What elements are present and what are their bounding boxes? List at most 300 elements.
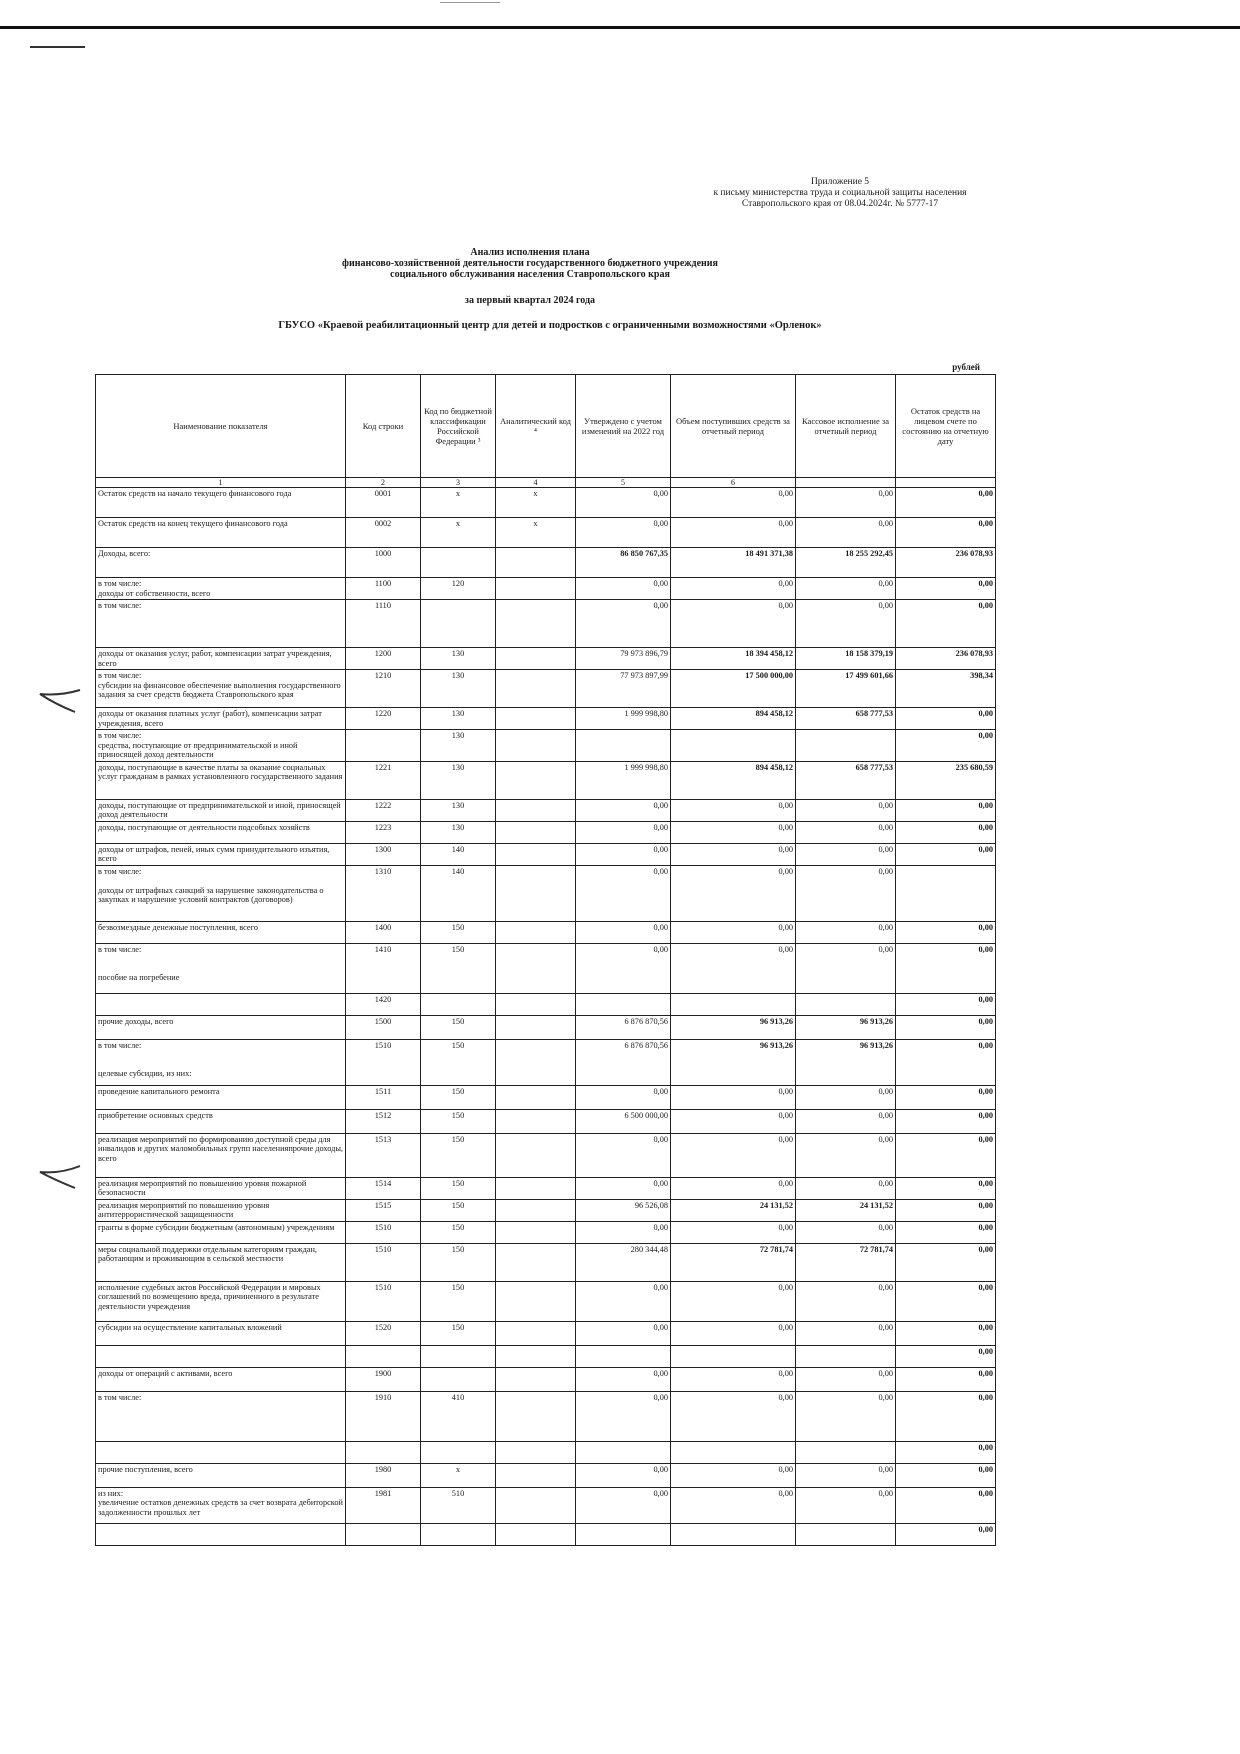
value-received: 0,00 — [671, 600, 796, 648]
row-name: доходы от операций с активами, всего — [96, 1367, 346, 1391]
value-approved — [576, 993, 671, 1015]
table-row — [96, 1015, 996, 1039]
value-approved: 0,00 — [576, 1487, 671, 1523]
document-title — [250, 247, 810, 280]
row-kbk-code: 150 — [421, 1015, 496, 1039]
value-received: 0,00 — [671, 1109, 796, 1133]
value-balance: 398,34 — [896, 670, 996, 708]
value-received: 0,00 — [671, 1487, 796, 1523]
value-executed: 0,00 — [796, 799, 896, 821]
row-analytic-code — [496, 1221, 576, 1243]
table-row — [96, 761, 996, 799]
value-received: 96 913,26 — [671, 1015, 796, 1039]
value-approved: 0,00 — [576, 600, 671, 648]
row-kbk-code: 130 — [421, 708, 496, 730]
row-kbk-code: 140 — [421, 865, 496, 921]
row-kbk-code: 150 — [421, 921, 496, 943]
value-approved: 0,00 — [576, 1321, 671, 1345]
row-name: приобретение основных средств — [96, 1109, 346, 1133]
value-balance: 0,00 — [896, 1441, 996, 1463]
value-executed: 0,00 — [796, 488, 896, 518]
value-approved: 1 999 998,80 — [576, 708, 671, 730]
value-executed: 0,00 — [796, 1367, 896, 1391]
value-executed: 0,00 — [796, 1391, 896, 1441]
value-received: 17 500 000,00 — [671, 670, 796, 708]
row-kbk-code: 150 — [421, 1243, 496, 1281]
table-row — [96, 865, 996, 921]
row-name — [96, 1441, 346, 1463]
value-balance: 0,00 — [896, 730, 996, 762]
row-analytic-code — [496, 821, 576, 843]
row-name: в том числе: средства, поступающие от предпринимательской и иной приносящей доход деятельности — [96, 730, 346, 762]
value-executed: 0,00 — [796, 518, 896, 548]
row-code — [346, 1345, 421, 1367]
value-received: 18 491 371,38 — [671, 548, 796, 578]
row-name: реализация мероприятий по повышению уровня антитеррористической защищенности — [96, 1199, 346, 1221]
row-kbk-code — [421, 1523, 496, 1545]
row-analytic-code — [496, 1177, 576, 1199]
value-executed: 0,00 — [796, 1281, 896, 1321]
row-code: 1100 — [346, 578, 421, 600]
column-number — [796, 478, 896, 488]
value-balance: 0,00 — [896, 1243, 996, 1281]
row-name: реализация мероприятий по формированию доступной среды для инвалидов и других маломобильных групп населенияпрочие доходы, всего — [96, 1133, 346, 1177]
value-approved: 0,00 — [576, 1221, 671, 1243]
row-kbk-code: x — [421, 1463, 496, 1487]
row-kbk-code: 150 — [421, 1199, 496, 1221]
value-balance: 0,00 — [896, 578, 996, 600]
row-code: 1511 — [346, 1085, 421, 1109]
value-approved: 0,00 — [576, 1085, 671, 1109]
column-header: Код по бюджетной классификации Российской Федерации ³ — [421, 375, 496, 478]
row-kbk-code: 150 — [421, 1281, 496, 1321]
row-name: в том числе: целевые субсидии, из них: — [96, 1039, 346, 1085]
row-code: 1200 — [346, 648, 421, 670]
value-approved — [576, 1345, 671, 1367]
value-balance: 0,00 — [896, 821, 996, 843]
value-executed: 0,00 — [796, 821, 896, 843]
row-name — [96, 1523, 346, 1545]
row-analytic-code — [496, 1109, 576, 1133]
row-code — [346, 1441, 421, 1463]
row-code: 1510 — [346, 1221, 421, 1243]
value-balance: 0,00 — [896, 943, 996, 993]
title-line: Анализ исполнения плана — [470, 247, 590, 258]
value-balance: 0,00 — [896, 1321, 996, 1345]
row-analytic-code — [496, 708, 576, 730]
value-received: 0,00 — [671, 799, 796, 821]
appendix-line: к письму министерства труда и социальной защиты населения — [713, 188, 967, 198]
row-analytic-code — [496, 1441, 576, 1463]
value-approved — [576, 730, 671, 762]
value-approved: 0,00 — [576, 1133, 671, 1177]
column-number — [896, 478, 996, 488]
value-executed: 0,00 — [796, 921, 896, 943]
row-analytic-code — [496, 799, 576, 821]
scan-bracket-mark — [30, 1160, 85, 1200]
value-executed: 0,00 — [796, 865, 896, 921]
row-kbk-code — [421, 1367, 496, 1391]
value-approved: 0,00 — [576, 578, 671, 600]
value-balance: 0,00 — [896, 488, 996, 518]
value-approved: 0,00 — [576, 943, 671, 993]
value-received: 0,00 — [671, 1321, 796, 1345]
row-code: 1514 — [346, 1177, 421, 1199]
value-received — [671, 1345, 796, 1367]
row-kbk-code: 120 — [421, 578, 496, 600]
row-analytic-code — [496, 1367, 576, 1391]
table-row — [96, 1367, 996, 1391]
row-name: доходы, поступающие от предпринимательской и иной, приносящей доход деятельности — [96, 799, 346, 821]
value-approved: 0,00 — [576, 488, 671, 518]
row-analytic-code — [496, 730, 576, 762]
row-name: доходы, поступающие в качестве платы за оказание социальных услуг гражданам в рамках установленного государственного задания — [96, 761, 346, 799]
row-code: 1900 — [346, 1367, 421, 1391]
column-number: 5 — [576, 478, 671, 488]
value-balance: 0,00 — [896, 993, 996, 1015]
value-balance: 0,00 — [896, 843, 996, 865]
row-name: доходы от штрафов, пеней, иных сумм принудительного изъятия, всего — [96, 843, 346, 865]
scan-mark — [440, 2, 500, 3]
table-row — [96, 1039, 996, 1085]
row-name: проведение капитального ремонта — [96, 1085, 346, 1109]
row-code: 1980 — [346, 1463, 421, 1487]
row-code: 1000 — [346, 548, 421, 578]
row-name: доходы, поступающие от деятельности подсобных хозяйств — [96, 821, 346, 843]
row-analytic-code — [496, 1085, 576, 1109]
row-name: в том числе: доходы от собственности, всего — [96, 578, 346, 600]
row-kbk-code — [421, 1441, 496, 1463]
row-kbk-code: 150 — [421, 1321, 496, 1345]
row-kbk-code: 150 — [421, 1177, 496, 1199]
value-balance: 235 680,59 — [896, 761, 996, 799]
row-analytic-code — [496, 578, 576, 600]
value-approved: 280 344,48 — [576, 1243, 671, 1281]
value-received: 0,00 — [671, 943, 796, 993]
table-row — [96, 1109, 996, 1133]
value-received: 0,00 — [671, 1281, 796, 1321]
value-received: 0,00 — [671, 1221, 796, 1243]
row-kbk-code: 130 — [421, 761, 496, 799]
row-kbk-code — [421, 1345, 496, 1367]
value-balance: 0,00 — [896, 518, 996, 548]
value-received — [671, 1441, 796, 1463]
row-code: 1223 — [346, 821, 421, 843]
column-header: Наименование показателя — [96, 375, 346, 478]
column-number-row — [96, 478, 996, 488]
value-executed: 0,00 — [796, 1177, 896, 1199]
row-analytic-code: x — [496, 518, 576, 548]
value-received: 18 394 458,12 — [671, 648, 796, 670]
value-executed: 658 777,53 — [796, 761, 896, 799]
value-balance: 0,00 — [896, 1015, 996, 1039]
value-balance: 0,00 — [896, 1039, 996, 1085]
row-name: Доходы, всего: — [96, 548, 346, 578]
value-executed: 0,00 — [796, 1321, 896, 1345]
column-number: 4 — [496, 478, 576, 488]
row-kbk-code: 130 — [421, 821, 496, 843]
table-row — [96, 821, 996, 843]
row-code: 1513 — [346, 1133, 421, 1177]
row-name: безвозмездные денежные поступления, всего — [96, 921, 346, 943]
table-row — [96, 548, 996, 578]
value-executed: 18 158 379,19 — [796, 648, 896, 670]
value-balance: 236 078,93 — [896, 548, 996, 578]
row-kbk-code: x — [421, 488, 496, 518]
value-executed: 0,00 — [796, 1085, 896, 1109]
row-analytic-code — [496, 1039, 576, 1085]
row-code: 1400 — [346, 921, 421, 943]
value-received: 0,00 — [671, 865, 796, 921]
table-row — [96, 1133, 996, 1177]
value-executed: 18 255 292,45 — [796, 548, 896, 578]
row-kbk-code: 150 — [421, 1109, 496, 1133]
value-approved — [576, 1441, 671, 1463]
row-code: 1510 — [346, 1281, 421, 1321]
value-executed — [796, 1441, 896, 1463]
value-executed: 0,00 — [796, 1109, 896, 1133]
row-name — [96, 1345, 346, 1367]
value-approved: 79 973 896,79 — [576, 648, 671, 670]
report-period: за первый квартал 2024 года — [464, 295, 596, 306]
value-executed — [796, 730, 896, 762]
row-kbk-code: 140 — [421, 843, 496, 865]
value-received: 0,00 — [671, 921, 796, 943]
row-analytic-code — [496, 1199, 576, 1221]
value-executed — [796, 993, 896, 1015]
column-header: Аналитический код ⁴ — [496, 375, 576, 478]
table-row — [96, 1177, 996, 1199]
value-balance: 236 078,93 — [896, 648, 996, 670]
value-received: 24 131,52 — [671, 1199, 796, 1221]
table-row — [96, 843, 996, 865]
row-name: из них: увеличение остатков денежных средств за счет возврата дебиторской задолженности прошлых лет — [96, 1487, 346, 1523]
value-executed: 0,00 — [796, 578, 896, 600]
row-code: 1221 — [346, 761, 421, 799]
value-approved: 0,00 — [576, 518, 671, 548]
value-received: 0,00 — [671, 1177, 796, 1199]
value-approved: 86 850 767,35 — [576, 548, 671, 578]
value-executed: 24 131,52 — [796, 1199, 896, 1221]
row-analytic-code — [496, 1281, 576, 1321]
row-kbk-code: 130 — [421, 670, 496, 708]
row-kbk-code: 410 — [421, 1391, 496, 1441]
row-code — [346, 1523, 421, 1545]
column-header: Объем поступивших средств за отчетный период — [671, 375, 796, 478]
table-row — [96, 578, 996, 600]
value-balance: 0,00 — [896, 1281, 996, 1321]
column-number: 6 — [671, 478, 796, 488]
scan-edge-line — [0, 26, 1240, 29]
row-analytic-code — [496, 548, 576, 578]
row-analytic-code — [496, 1391, 576, 1441]
row-name: доходы от оказания услуг, работ, компенсации затрат учреждения, всего — [96, 648, 346, 670]
row-analytic-code — [496, 600, 576, 648]
row-code: 1420 — [346, 993, 421, 1015]
value-approved: 0,00 — [576, 821, 671, 843]
row-code: 1510 — [346, 1243, 421, 1281]
row-code: 1510 — [346, 1039, 421, 1085]
row-analytic-code — [496, 993, 576, 1015]
table-row — [96, 1463, 996, 1487]
row-code: 1910 — [346, 1391, 421, 1441]
scan-bracket-mark — [30, 682, 85, 722]
column-number: 2 — [346, 478, 421, 488]
column-number: 1 — [96, 478, 346, 488]
table-row — [96, 670, 996, 708]
row-name: в том числе: доходы от штрафных санкций за нарушение законодательства о закупках и нарушение условий контрактов (договоров) — [96, 865, 346, 921]
row-analytic-code — [496, 1345, 576, 1367]
value-executed: 96 913,26 — [796, 1039, 896, 1085]
value-received: 0,00 — [671, 821, 796, 843]
row-code: 0002 — [346, 518, 421, 548]
value-received: 0,00 — [671, 578, 796, 600]
row-code: 1110 — [346, 600, 421, 648]
table-row — [96, 1391, 996, 1441]
appendix-line: Ставропольского края от 08.04.2024г. № 5777-17 — [741, 199, 939, 209]
value-balance: 0,00 — [896, 921, 996, 943]
row-analytic-code — [496, 1321, 576, 1345]
row-kbk-code — [421, 993, 496, 1015]
value-balance: 0,00 — [896, 1345, 996, 1367]
row-code: 1220 — [346, 708, 421, 730]
table-row — [96, 488, 996, 518]
value-executed: 0,00 — [796, 1221, 896, 1243]
table-row — [96, 600, 996, 648]
row-code: 1222 — [346, 799, 421, 821]
value-approved: 0,00 — [576, 1391, 671, 1441]
value-received: 0,00 — [671, 1367, 796, 1391]
row-kbk-code: 130 — [421, 648, 496, 670]
value-approved: 0,00 — [576, 921, 671, 943]
row-kbk-code: 150 — [421, 1133, 496, 1177]
row-kbk-code: 150 — [421, 1085, 496, 1109]
row-code: 1410 — [346, 943, 421, 993]
value-received: 0,00 — [671, 843, 796, 865]
value-approved: 6 876 870,56 — [576, 1015, 671, 1039]
value-executed — [796, 1523, 896, 1545]
value-received: 0,00 — [671, 1463, 796, 1487]
row-analytic-code — [496, 670, 576, 708]
value-received: 96 913,26 — [671, 1039, 796, 1085]
value-executed — [796, 1345, 896, 1367]
value-received: 0,00 — [671, 488, 796, 518]
column-header: Кассовое исполнение за отчетный период — [796, 375, 896, 478]
row-code: 1210 — [346, 670, 421, 708]
table-row — [96, 1085, 996, 1109]
appendix-note — [680, 177, 1000, 210]
value-received: 894 458,12 — [671, 761, 796, 799]
row-kbk-code: 150 — [421, 1039, 496, 1085]
row-analytic-code — [496, 1133, 576, 1177]
row-name: реализация мероприятий по повышению уровня пожарной безопасности — [96, 1177, 346, 1199]
organization-name: ГБУСО «Краевой реабилитационный центр для детей и подростков с ограниченными возможностями «Орленок» — [278, 320, 822, 331]
table-row — [96, 1523, 996, 1545]
value-received: 0,00 — [671, 1085, 796, 1109]
row-kbk-code — [421, 600, 496, 648]
value-received: 894 458,12 — [671, 708, 796, 730]
row-name: в том числе: пособие на погребение — [96, 943, 346, 993]
value-balance: 0,00 — [896, 1109, 996, 1133]
table-row — [96, 648, 996, 670]
table-row — [96, 1221, 996, 1243]
value-received: 72 781,74 — [671, 1243, 796, 1281]
row-kbk-code — [421, 548, 496, 578]
row-analytic-code — [496, 1463, 576, 1487]
table-row — [96, 943, 996, 993]
value-executed: 0,00 — [796, 600, 896, 648]
financial-plan-table — [95, 374, 996, 1546]
value-approved — [576, 1523, 671, 1545]
row-name — [96, 993, 346, 1015]
row-name: меры социальной поддержки отдельным категориям граждан, работающим и проживающим в сельской местности — [96, 1243, 346, 1281]
value-balance: 0,00 — [896, 1177, 996, 1199]
value-balance: 0,00 — [896, 1523, 996, 1545]
row-code: 1520 — [346, 1321, 421, 1345]
value-balance: 0,00 — [896, 1367, 996, 1391]
table-row — [96, 730, 996, 762]
value-balance: 0,00 — [896, 1391, 996, 1441]
table-header-row — [96, 375, 996, 478]
value-approved: 77 973 897,99 — [576, 670, 671, 708]
value-balance: 0,00 — [896, 1199, 996, 1221]
table-row — [96, 799, 996, 821]
row-kbk-code: 150 — [421, 1221, 496, 1243]
table-row — [96, 1199, 996, 1221]
row-kbk-code: x — [421, 518, 496, 548]
table-row — [96, 518, 996, 548]
row-analytic-code — [496, 761, 576, 799]
value-executed: 0,00 — [796, 843, 896, 865]
title-line: финансово-хозяйственной деятельности государственного бюджетного учреждения — [342, 258, 718, 269]
row-analytic-code — [496, 921, 576, 943]
value-approved: 6 500 000,00 — [576, 1109, 671, 1133]
row-analytic-code — [496, 1243, 576, 1281]
value-executed: 72 781,74 — [796, 1243, 896, 1281]
value-approved: 1 999 998,80 — [576, 761, 671, 799]
value-executed: 0,00 — [796, 943, 896, 993]
value-balance: 0,00 — [896, 1133, 996, 1177]
row-name: прочие поступления, всего — [96, 1463, 346, 1487]
row-analytic-code — [496, 1487, 576, 1523]
row-kbk-code: 510 — [421, 1487, 496, 1523]
row-name: субсидии на осуществление капитальных вложений — [96, 1321, 346, 1345]
value-received: 0,00 — [671, 518, 796, 548]
row-analytic-code — [496, 943, 576, 993]
row-code: 1981 — [346, 1487, 421, 1523]
table-row — [96, 1321, 996, 1345]
column-header: Утверждено с учетом изменений на 2022 год — [576, 375, 671, 478]
table-row — [96, 1281, 996, 1321]
units-label: рублей — [952, 362, 980, 372]
row-analytic-code — [496, 1015, 576, 1039]
table-row — [96, 993, 996, 1015]
value-received — [671, 730, 796, 762]
value-received — [671, 993, 796, 1015]
row-code: 1310 — [346, 865, 421, 921]
value-executed: 658 777,53 — [796, 708, 896, 730]
value-executed: 0,00 — [796, 1487, 896, 1523]
value-balance: 0,00 — [896, 708, 996, 730]
value-approved: 0,00 — [576, 1281, 671, 1321]
row-code: 1300 — [346, 843, 421, 865]
value-balance: 0,00 — [896, 600, 996, 648]
value-approved: 96 526,08 — [576, 1199, 671, 1221]
row-code: 1515 — [346, 1199, 421, 1221]
row-name: исполнение судебных актов Российской Федерации и мировых соглашений по возмещению вреда, причиненного в результате деятельности учреждения — [96, 1281, 346, 1321]
table-row — [96, 1345, 996, 1367]
value-approved: 0,00 — [576, 799, 671, 821]
